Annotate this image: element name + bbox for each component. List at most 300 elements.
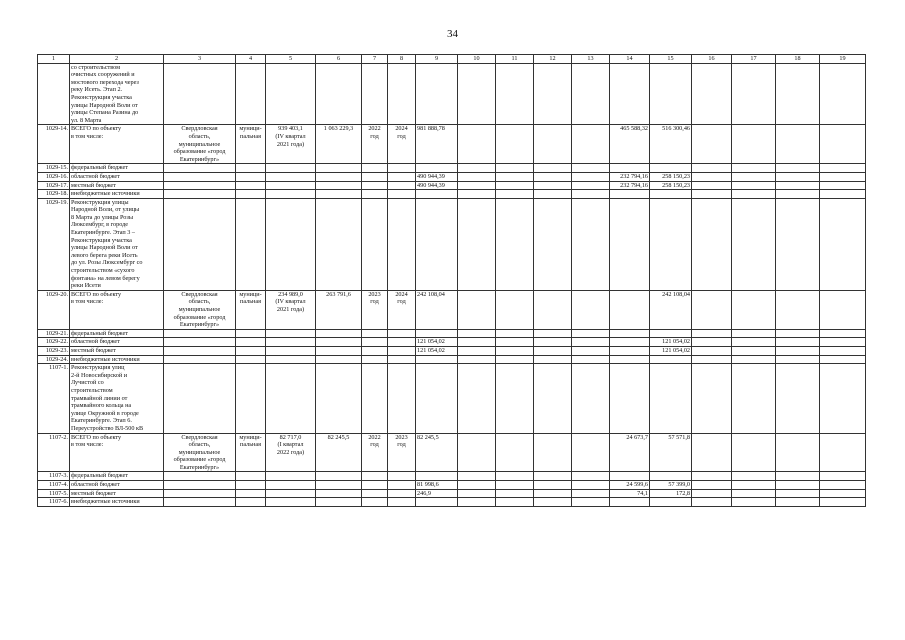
table-cell — [820, 481, 866, 490]
table-cell — [362, 498, 388, 507]
table-cell — [776, 338, 820, 347]
table-cell — [496, 481, 534, 490]
table-cell — [692, 63, 732, 125]
table-cell: 258 150,23 — [650, 172, 692, 181]
table-cell — [820, 290, 866, 329]
table-cell: 981 888,78 — [416, 125, 458, 164]
table-cell — [458, 290, 496, 329]
table-cell — [534, 198, 572, 290]
table-cell — [572, 63, 610, 125]
table-cell: муници- пальная — [236, 433, 266, 472]
table-cell — [164, 181, 236, 190]
table-cell — [820, 498, 866, 507]
table-cell — [362, 346, 388, 355]
table-cell — [164, 355, 236, 364]
table-row — [38, 481, 866, 490]
table-cell — [388, 172, 416, 181]
table-cell: 81 998,6 — [416, 481, 458, 490]
table-cell — [458, 164, 496, 173]
column-header: 6 — [316, 55, 362, 64]
table-cell: 1029-19. — [38, 198, 70, 290]
table-cell — [416, 190, 458, 199]
table-cell — [388, 198, 416, 290]
table-cell — [38, 63, 70, 125]
table-row — [38, 433, 866, 472]
table-cell: 57 399,0 — [650, 481, 692, 490]
table-cell — [820, 472, 866, 481]
table-cell — [496, 198, 534, 290]
table-cell — [388, 355, 416, 364]
table-cell — [316, 364, 362, 433]
column-header: 1 — [38, 55, 70, 64]
table-cell — [316, 472, 362, 481]
table-cell — [496, 329, 534, 338]
table-cell — [732, 498, 776, 507]
table-cell: 1029-22. — [38, 338, 70, 347]
table-cell — [266, 63, 316, 125]
table-row — [38, 125, 866, 164]
table-cell — [362, 355, 388, 364]
column-header: 15 — [650, 55, 692, 64]
table-cell — [776, 198, 820, 290]
table-body — [38, 63, 866, 506]
table-cell: 121 054,02 — [650, 338, 692, 347]
column-header: 11 — [496, 55, 534, 64]
table-cell: 242 108,04 — [416, 290, 458, 329]
table-cell — [820, 355, 866, 364]
table-cell — [776, 63, 820, 125]
table-cell — [732, 172, 776, 181]
table-cell: 232 794,16 — [610, 181, 650, 190]
table-cell — [388, 181, 416, 190]
table-cell — [164, 338, 236, 347]
table-cell — [458, 172, 496, 181]
table-cell — [776, 125, 820, 164]
table-cell — [732, 364, 776, 433]
table-cell — [732, 198, 776, 290]
column-header: 7 — [362, 55, 388, 64]
table-row — [38, 290, 866, 329]
table-cell: 939 403,1 (IV квартал 2021 года) — [266, 125, 316, 164]
table-cell — [692, 498, 732, 507]
table-cell — [266, 346, 316, 355]
table-cell — [732, 481, 776, 490]
table-cell — [316, 489, 362, 498]
table-cell — [458, 481, 496, 490]
table-cell — [610, 329, 650, 338]
table-cell — [388, 164, 416, 173]
table-cell: местный бюджет — [70, 346, 164, 355]
table-cell — [572, 498, 610, 507]
table-cell — [458, 364, 496, 433]
table-cell: Реконструкция улицы Народной Воли, от улицы 8 Марта до улицы Розы Люксембург, в городе Екатеринбурге. Этап 3 – Реконструкция участка улицы Народной Воли от левого берега реки Исеть до ул. Розы Люксембург со строительством «сухого фонтана» на левом берегу реки Исети — [70, 198, 164, 290]
table-cell — [388, 329, 416, 338]
table-cell — [362, 481, 388, 490]
table-cell — [458, 355, 496, 364]
table-cell: 1107-5. — [38, 489, 70, 498]
column-header: 13 — [572, 55, 610, 64]
table-cell — [610, 190, 650, 199]
table-cell: федеральный бюджет — [70, 329, 164, 338]
table-cell — [236, 63, 266, 125]
table-cell — [650, 329, 692, 338]
table-cell: 246,9 — [416, 489, 458, 498]
table-cell — [610, 63, 650, 125]
table-cell — [732, 472, 776, 481]
table-row — [38, 63, 866, 125]
table-cell — [572, 198, 610, 290]
table-cell: 490 944,39 — [416, 181, 458, 190]
table-cell — [534, 346, 572, 355]
table-cell — [534, 338, 572, 347]
table-cell — [534, 125, 572, 164]
table-cell: 57 571,8 — [650, 433, 692, 472]
table-cell — [534, 63, 572, 125]
table-cell — [692, 181, 732, 190]
table-cell — [388, 472, 416, 481]
column-header: 3 — [164, 55, 236, 64]
table-cell — [776, 346, 820, 355]
table-row — [38, 164, 866, 173]
table-cell — [316, 172, 362, 181]
table-cell — [416, 329, 458, 338]
table-cell — [236, 364, 266, 433]
table-cell — [236, 164, 266, 173]
table-cell: 2022 год — [362, 433, 388, 472]
table-cell: 1029-16. — [38, 172, 70, 181]
table-cell — [164, 63, 236, 125]
table-cell — [572, 364, 610, 433]
table-cell: 516 300,46 — [650, 125, 692, 164]
table-cell — [776, 498, 820, 507]
table-cell — [416, 63, 458, 125]
table-cell — [416, 364, 458, 433]
table-cell — [266, 489, 316, 498]
table-cell — [236, 338, 266, 347]
budget-table — [37, 54, 866, 507]
table-cell — [572, 433, 610, 472]
table-cell — [458, 63, 496, 125]
table-cell — [496, 364, 534, 433]
table-cell — [610, 498, 650, 507]
table-cell — [776, 181, 820, 190]
table-row — [38, 472, 866, 481]
table-cell — [496, 190, 534, 199]
table-cell — [820, 329, 866, 338]
table-cell — [820, 172, 866, 181]
table-cell — [164, 489, 236, 498]
table-cell — [416, 472, 458, 481]
table-cell: 82 717,0 (I квартал 2022 года) — [266, 433, 316, 472]
table-cell — [534, 489, 572, 498]
table-cell: ВСЕГО по объекту в том числе: — [70, 290, 164, 329]
table-cell — [650, 472, 692, 481]
table-cell — [316, 355, 362, 364]
column-header: 14 — [610, 55, 650, 64]
table-cell: 242 108,04 — [650, 290, 692, 329]
table-cell — [458, 433, 496, 472]
table-cell — [164, 198, 236, 290]
column-header: 4 — [236, 55, 266, 64]
table-cell: 1107-2. — [38, 433, 70, 472]
table-cell — [496, 346, 534, 355]
table-cell — [820, 125, 866, 164]
table-cell — [362, 198, 388, 290]
table-cell — [236, 346, 266, 355]
table-cell — [572, 338, 610, 347]
table-cell — [650, 190, 692, 199]
table-cell — [776, 481, 820, 490]
table-cell: 1029-23. — [38, 346, 70, 355]
table-cell — [692, 164, 732, 173]
table-cell — [236, 498, 266, 507]
table-cell — [692, 346, 732, 355]
table-cell — [732, 290, 776, 329]
table-cell — [572, 290, 610, 329]
table-cell — [692, 433, 732, 472]
table-cell — [388, 190, 416, 199]
table-cell — [458, 198, 496, 290]
table-cell — [534, 190, 572, 199]
table-cell — [732, 355, 776, 364]
table-cell: ВСЕГО по объекту в том числе: — [70, 125, 164, 164]
table-cell: Свердловская область, муниципальное образование «город Екатеринбург» — [164, 125, 236, 164]
table-cell: 234 989,0 (IV квартал 2021 года) — [266, 290, 316, 329]
table-cell — [458, 181, 496, 190]
column-header: 9 — [416, 55, 458, 64]
table-cell — [316, 338, 362, 347]
table-cell — [164, 364, 236, 433]
table-cell: 1029-20. — [38, 290, 70, 329]
table-cell — [534, 472, 572, 481]
table-cell — [820, 181, 866, 190]
table-cell: 74,1 — [610, 489, 650, 498]
table-cell — [610, 355, 650, 364]
table-cell — [692, 355, 732, 364]
table-cell — [732, 433, 776, 472]
table-cell — [316, 481, 362, 490]
table-cell — [266, 198, 316, 290]
table-cell — [692, 198, 732, 290]
column-header: 17 — [732, 55, 776, 64]
table-cell — [362, 329, 388, 338]
table-cell: муници- пальная — [236, 290, 266, 329]
table-cell: 232 794,16 — [610, 172, 650, 181]
table-cell: внебюджетные источники — [70, 190, 164, 199]
table-row — [38, 172, 866, 181]
table-cell: 1029-24. — [38, 355, 70, 364]
table-cell: 24 673,7 — [610, 433, 650, 472]
table-cell — [388, 63, 416, 125]
table-cell — [820, 364, 866, 433]
table-cell — [458, 329, 496, 338]
table-cell — [732, 346, 776, 355]
table-cell: 82 245,5 — [416, 433, 458, 472]
table-cell: со строительством очистных сооружений и мостового перехода через реку Исеть. Этап 2. Реконструкция участка улицы Народной Воли от улицы Степана Разина до ул. 8 Марта — [70, 63, 164, 125]
table-cell — [496, 172, 534, 181]
table-cell — [776, 472, 820, 481]
table-cell — [458, 489, 496, 498]
table-cell — [236, 181, 266, 190]
table-cell — [236, 172, 266, 181]
table-cell — [362, 181, 388, 190]
table-cell — [776, 172, 820, 181]
table-cell — [316, 181, 362, 190]
table-cell — [362, 63, 388, 125]
table-cell — [164, 498, 236, 507]
table-cell — [572, 190, 610, 199]
table-cell — [164, 346, 236, 355]
table-cell — [416, 355, 458, 364]
table-cell: 1107-3. — [38, 472, 70, 481]
table-cell: 465 588,32 — [610, 125, 650, 164]
table-cell: 1 063 229,3 — [316, 125, 362, 164]
table-cell — [534, 181, 572, 190]
table-cell — [458, 190, 496, 199]
table-cell: 1029-18. — [38, 190, 70, 199]
table-cell — [572, 355, 610, 364]
table-row — [38, 346, 866, 355]
table-cell: 1107-6. — [38, 498, 70, 507]
table-cell — [692, 290, 732, 329]
table-cell — [496, 338, 534, 347]
table-cell — [572, 346, 610, 355]
table-cell — [266, 472, 316, 481]
table-cell — [266, 329, 316, 338]
table-cell: федеральный бюджет — [70, 472, 164, 481]
table-cell — [692, 190, 732, 199]
table-cell — [266, 355, 316, 364]
table-cell: местный бюджет — [70, 489, 164, 498]
table-cell — [416, 198, 458, 290]
table-cell — [732, 489, 776, 498]
table-cell — [732, 125, 776, 164]
table-cell — [534, 364, 572, 433]
column-header: 5 — [266, 55, 316, 64]
table-cell — [534, 355, 572, 364]
column-header: 18 — [776, 55, 820, 64]
column-header: 2 — [70, 55, 164, 64]
table-cell — [164, 481, 236, 490]
table-cell: 490 944,39 — [416, 172, 458, 181]
table-cell — [236, 481, 266, 490]
table-cell: Свердловская область, муниципальное образование «город Екатеринбург» — [164, 290, 236, 329]
table-cell — [650, 198, 692, 290]
header-row — [38, 55, 866, 64]
table-cell — [572, 164, 610, 173]
table-cell — [732, 190, 776, 199]
table-cell — [610, 346, 650, 355]
table-cell — [388, 481, 416, 490]
table-cell: 2024 год — [388, 290, 416, 329]
table-cell — [650, 498, 692, 507]
table-cell — [316, 190, 362, 199]
table-cell — [496, 472, 534, 481]
table-cell: 1029-17. — [38, 181, 70, 190]
table-cell — [692, 472, 732, 481]
table-cell — [776, 290, 820, 329]
table-cell — [610, 290, 650, 329]
table-cell — [572, 472, 610, 481]
column-header: 19 — [820, 55, 866, 64]
table-cell — [572, 329, 610, 338]
table-cell — [820, 433, 866, 472]
table-cell: 2023 год — [362, 290, 388, 329]
table-cell — [692, 338, 732, 347]
table-row — [38, 198, 866, 290]
table-cell — [534, 164, 572, 173]
table-cell: 2022 год — [362, 125, 388, 164]
table-cell — [496, 498, 534, 507]
table-cell — [572, 125, 610, 164]
table-cell — [692, 481, 732, 490]
table-cell — [362, 364, 388, 433]
table-cell: 82 245,5 — [316, 433, 362, 472]
page-number: 34 — [447, 28, 458, 40]
table-row — [38, 338, 866, 347]
table-cell — [650, 364, 692, 433]
table-cell — [164, 329, 236, 338]
table-cell — [496, 125, 534, 164]
table-cell: 1107-4. — [38, 481, 70, 490]
table-cell: 2024 год — [388, 125, 416, 164]
table-cell — [820, 164, 866, 173]
table-cell — [164, 472, 236, 481]
table-cell — [572, 181, 610, 190]
table-cell — [692, 489, 732, 498]
table-cell — [534, 329, 572, 338]
table-cell: областной бюджет — [70, 172, 164, 181]
table-cell — [316, 198, 362, 290]
table-cell — [776, 355, 820, 364]
table-cell: 121 054,02 — [650, 346, 692, 355]
table-cell: 1107-1. — [38, 364, 70, 433]
table-row — [38, 498, 866, 507]
table-cell — [316, 164, 362, 173]
table-cell — [534, 433, 572, 472]
table-cell — [496, 181, 534, 190]
table-cell — [732, 164, 776, 173]
table-cell — [266, 164, 316, 173]
table-cell: 263 791,6 — [316, 290, 362, 329]
table-cell — [820, 198, 866, 290]
table-cell — [496, 290, 534, 329]
table-cell — [362, 172, 388, 181]
table-cell — [362, 489, 388, 498]
table-cell: 172,8 — [650, 489, 692, 498]
table-cell — [650, 63, 692, 125]
table-row — [38, 181, 866, 190]
table-cell — [650, 164, 692, 173]
table-cell — [732, 181, 776, 190]
table-cell — [362, 190, 388, 199]
table-cell: 121 054,02 — [416, 346, 458, 355]
table-cell — [820, 346, 866, 355]
table-cell: 121 054,02 — [416, 338, 458, 347]
table-row — [38, 190, 866, 199]
table-cell: 1029-15. — [38, 164, 70, 173]
table-cell — [458, 498, 496, 507]
table-cell — [820, 63, 866, 125]
column-header: 12 — [534, 55, 572, 64]
table-cell — [236, 489, 266, 498]
table-cell — [732, 63, 776, 125]
table-cell — [316, 63, 362, 125]
table-cell — [236, 329, 266, 338]
table-cell — [164, 172, 236, 181]
table-cell — [820, 489, 866, 498]
table-row — [38, 364, 866, 433]
